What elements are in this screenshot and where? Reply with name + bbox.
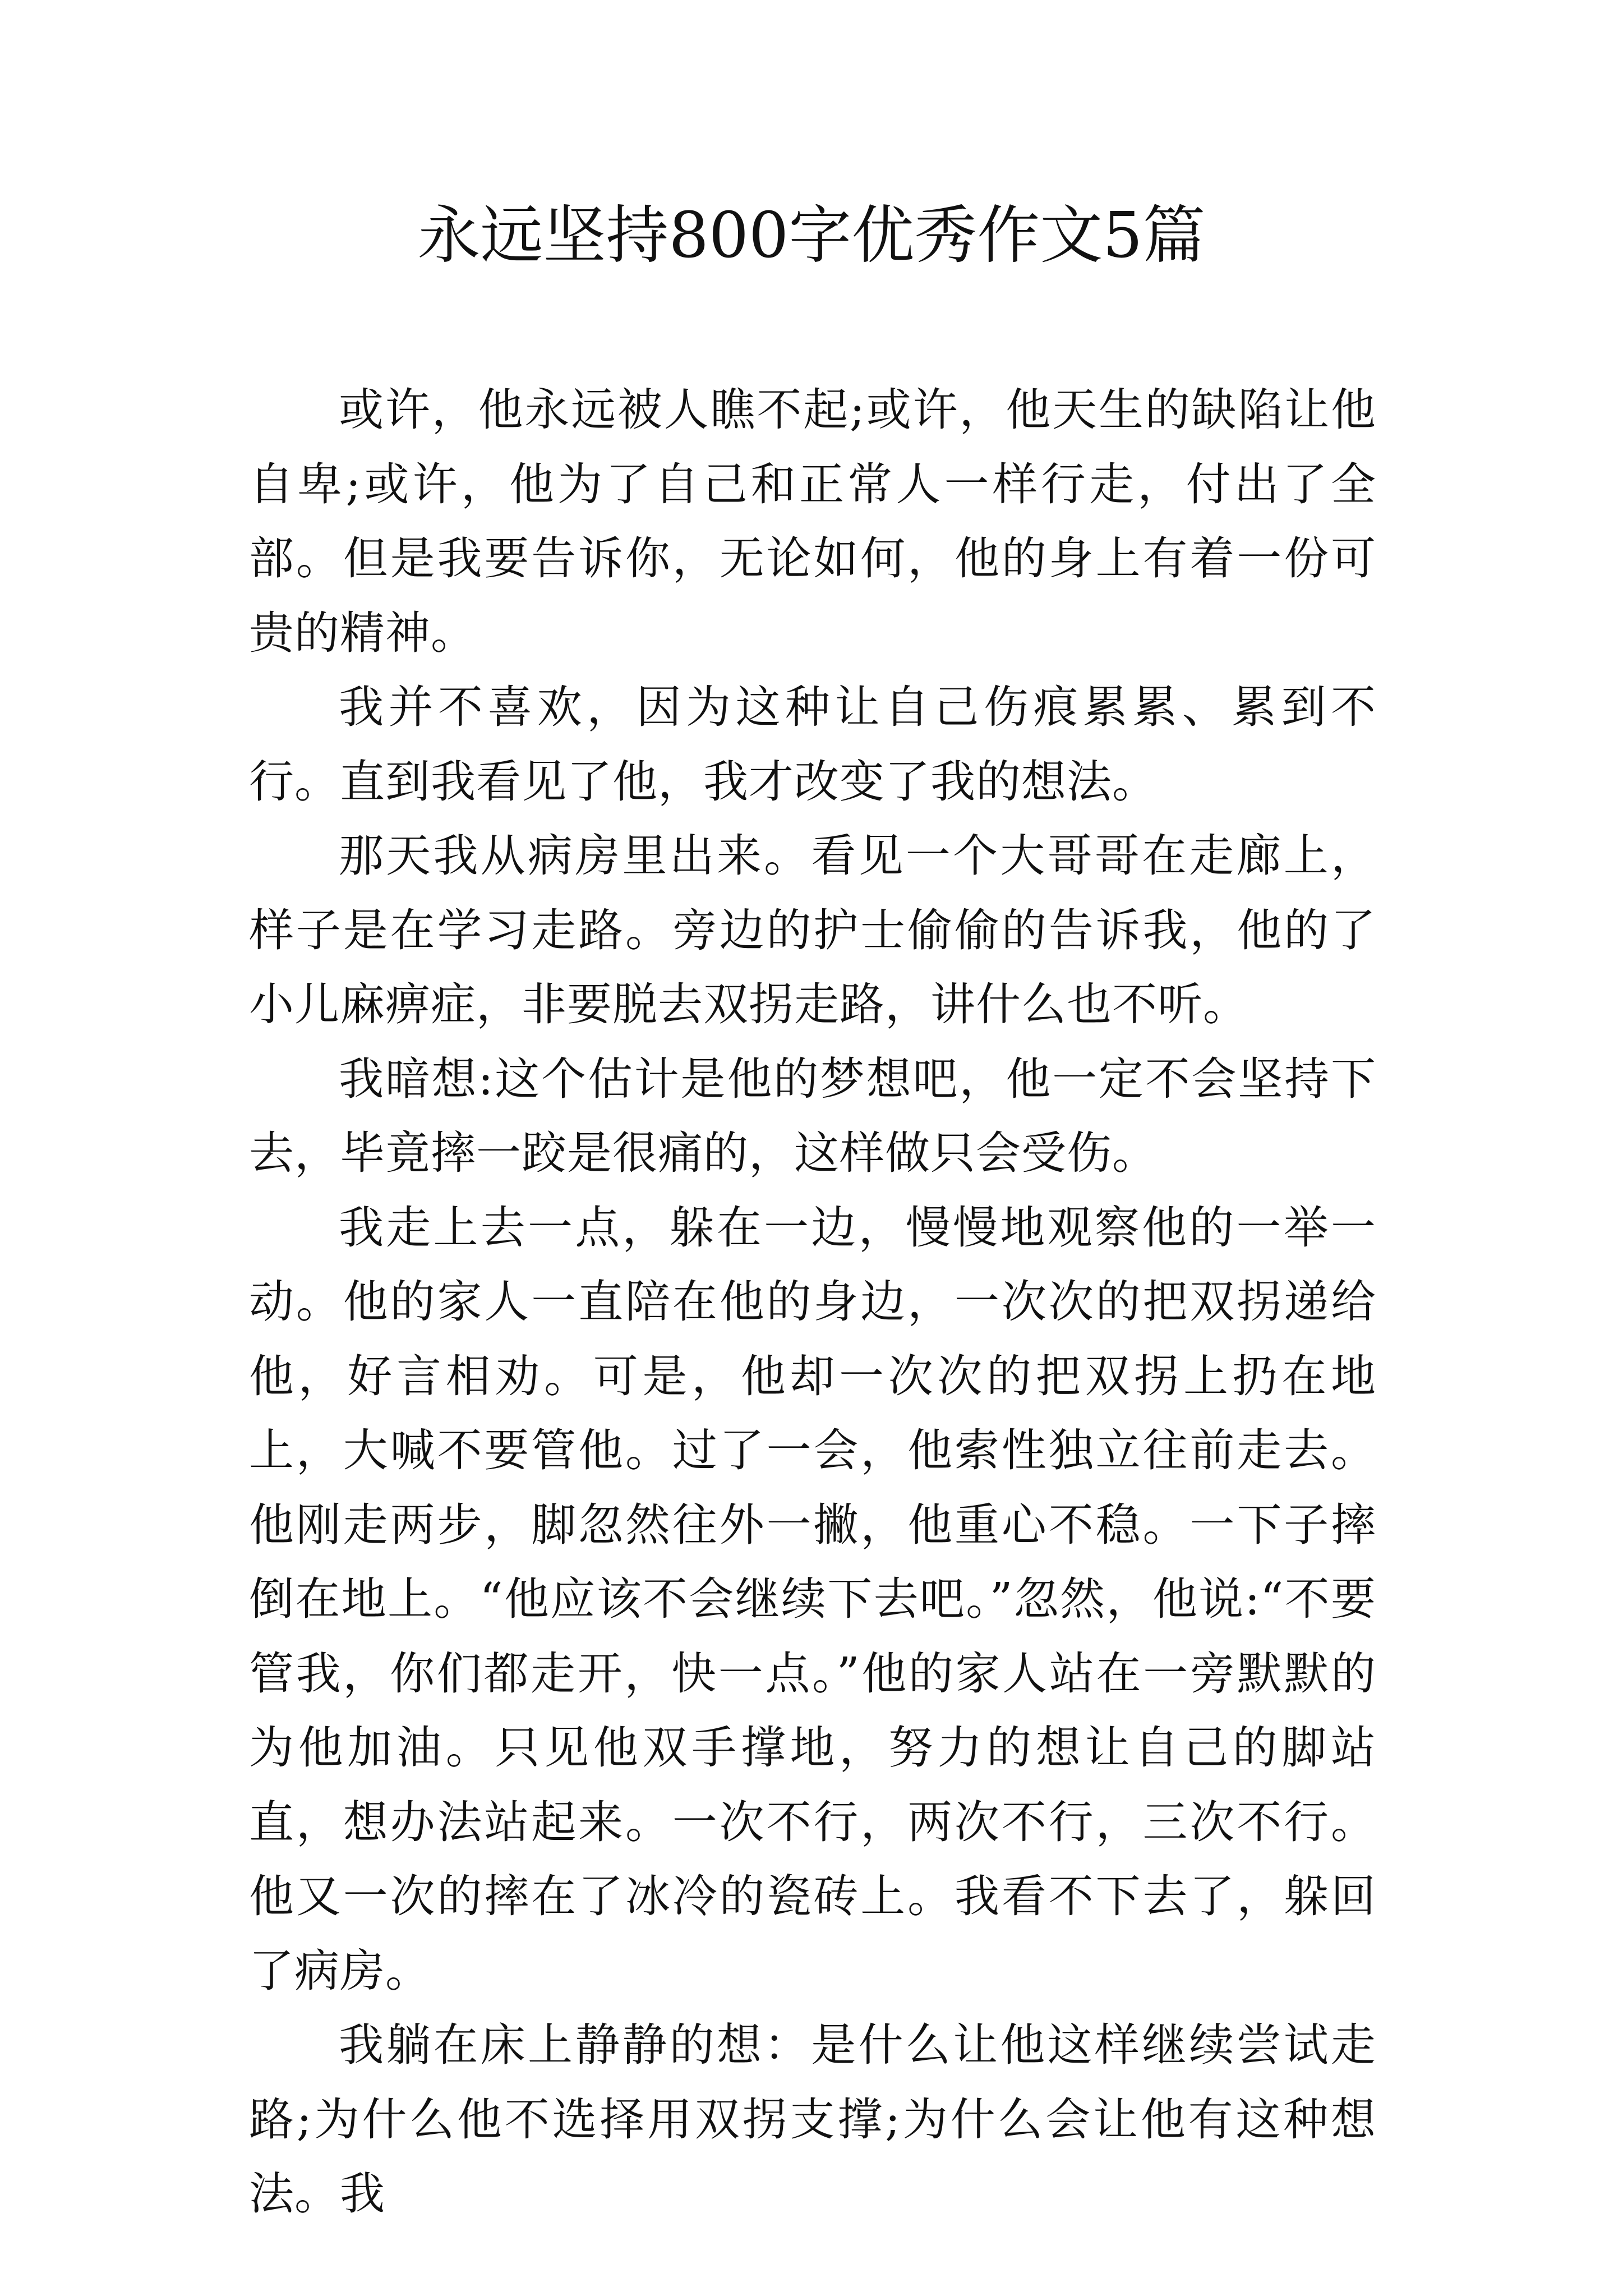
paragraph-2: 我并不喜欢，因为这种让自己伤痕累累、累到不行。直到我看见了他，我才改变了我的想法。	[249, 681, 1376, 808]
paragraph-4: 我暗想:这个估计是他的梦想吧，他一定不会坚持下去，毕竟摔一跤是很痛的，这样做只会受伤。	[249, 1052, 1376, 1179]
paragraph-3: 那天我从病房里出来。看见一个大哥哥在走廊上，样子是在学习走路。旁边的护士偷偷的告诉我，他的了小儿麻痹症，非要脱去双拐走路，讲什么也不听。	[249, 830, 1376, 1030]
document-title: 永远坚持800字优秀作文5篇	[417, 199, 1206, 272]
paragraph-6: 我躺在床上静静的想：是什么让他这样继续尝试走路;为什么他不选择用双拐支撑;为什么会让他有这种想法。我	[249, 2019, 1376, 2220]
paragraph-1: 或许，他永远被人瞧不起;或许，他天生的缺陷让他自卑;或许，他为了自己和正常人一样行走，付出了全部。但是我要告诉你，无论如何，他的身上有着一份可贵的精神。	[249, 384, 1376, 659]
paragraph-5: 我走上去一点，躲在一边，慢慢地观察他的一举一动。他的家人一直陪在他的身边，一次次的把双拐递给他，好言相劝。可是，他却一次次的把双拐上扔在地上，大喊不要管他。过了一会，他索性独立往前走去。他刚走两步，脚忽然往外一撇，他重心不稳。一下子摔倒在地上。“他应该不会继续下去吧。”忽然，他说:“不要管我，你们都走开，快一点。”他的家人站在一旁默默的为他加油。只见他双手撑地，努力的想让自己的脚站直，想办法站起来。一次不行，两次不行，三次不行。他又一次的摔在了冰冷的瓷砖上。我看不下去了，躲回了病房。	[249, 1201, 1376, 1997]
document-body	[249, 373, 1376, 2231]
